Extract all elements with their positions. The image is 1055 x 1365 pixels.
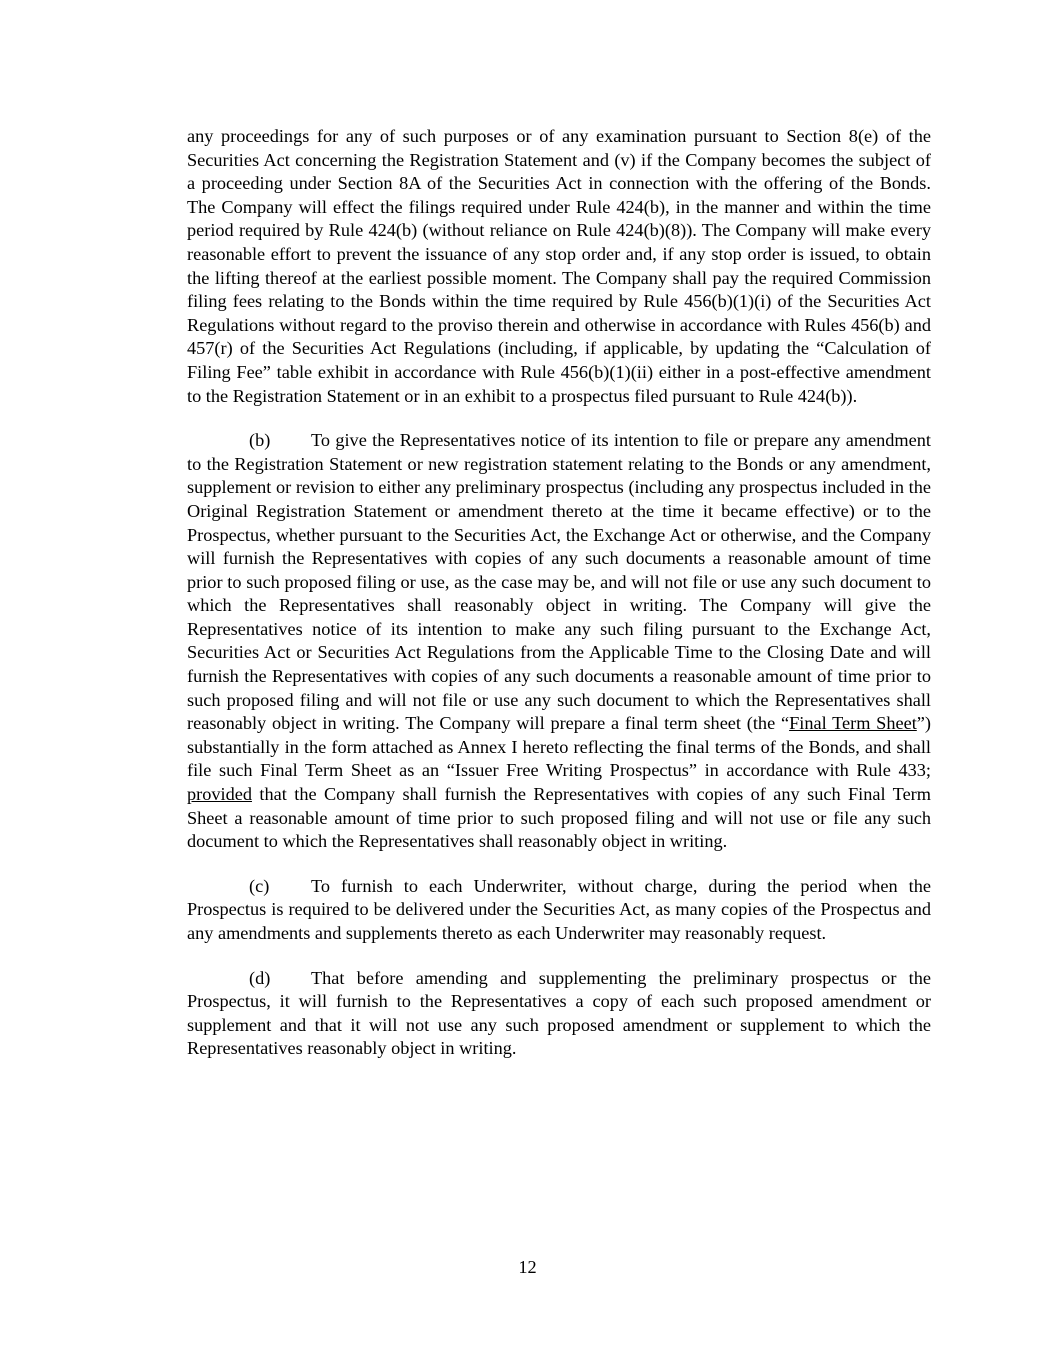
paragraph-text: that the Company shall furnish the Representatives with copies of any such Final Term Sheet a reasonable amount of time prior to such proposed filing and will not use or file any such document to which the Representatives shall reasonably object in writing. bbox=[187, 784, 931, 852]
paragraph-d bbox=[187, 967, 931, 1061]
paragraph-text: any proceedings for any of such purposes or of any examination pursuant to Section 8(e) of the Securities Act concerning the Registration Statement and (v) if the Company becomes the subject of a proceeding under Section 8A of the Securities Act in connection with the offering of the Bonds. The Company will effect the filings required under Rule 424(b), in the manner and within the time period required by Rule 424(b) (without reliance on Rule 424(b)(8)). The Company will make every reasonable effort to prevent the issuance of any stop order and, if any stop order is issued, to obtain the lifting thereof at the earliest possible moment. The Company shall pay the required Commission filing fees relating to the Bonds within the time required by Rule 456(b)(1)(i) of the Securities Act Regulations without regard to the proviso therein and otherwise in accordance with Rules 456(b) and 457(r) of the Securities Act Regulations (including, if applicable, by updating the “Calculation of Filing Fee” table exhibit in accordance with Rule 456(b)(1)(ii) either in a post-effective amendment to the Registration Statement or in an exhibit to a prospectus filed pursuant to Rule 424(b)). bbox=[187, 126, 931, 406]
paragraph-text: That before amending and supplementing the preliminary prospectus or the Prospectus, it will furnish to the Representatives a copy of each such proposed amendment or supplement and that it will not use any such proposed amendment or supplement to which the Representatives reasonably object in writing. bbox=[187, 967, 931, 1059]
document-body bbox=[187, 125, 931, 1061]
defined-term-provided: provided bbox=[187, 784, 252, 805]
paragraph-text: To give the Representatives notice of its intention to file or prepare any amendment to the Registration Statement or new registration statement relating to the Bonds or any amendment, supplement or revision to either any preliminary prospectus (including any prospectus included in the Original Registration Statement or amendment thereto at the time it became effective) or to the Prospectus, whether pursuant to the Securities Act, the Exchange Act or otherwise, and the Company will furnish the Representatives with copies of any such documents a reasonable amount of time prior to such proposed filing or use, as the case may be, and will not file or use any such document to which the Representatives shall reasonably object in writing. The Company will give the Representatives notice of its intention to make any such filing pursuant to the Exchange Act, Securities Act or Securities Act Regulations from the Applicable Time to the Closing Date and will furnish the Representatives with copies of any such documents a reasonable amount of time prior to such proposed filing and will not file or use any such document to which the Representatives shall reasonably object in writing. The Company will prepare a final term sheet (the “ bbox=[187, 430, 931, 734]
page-number: 12 bbox=[518, 1257, 537, 1277]
paragraph-c bbox=[187, 875, 931, 946]
paragraph-label: (b) bbox=[249, 430, 271, 451]
defined-term-final-term-sheet: Final Term Sheet bbox=[789, 713, 917, 734]
paragraph-continued bbox=[187, 125, 931, 408]
paragraph-label: (d) bbox=[249, 967, 271, 988]
paragraph-label: (c) bbox=[249, 875, 270, 896]
paragraph-text: To furnish to each Underwriter, without charge, during the period when the Prospectus is required to be delivered under the Securities Act, as many copies of the Prospectus and any amendments and supplements thereto as each Underwriter may reasonably request. bbox=[187, 875, 931, 943]
paragraph-b bbox=[187, 429, 931, 854]
paragraph-text: ”) substantially in the form attached as Annex I hereto reflecting the final terms of the Bonds, and shall file such Final Term Sheet as an “Issuer Free Writing Prospectus” in accordance with Rule 433; bbox=[187, 713, 931, 781]
